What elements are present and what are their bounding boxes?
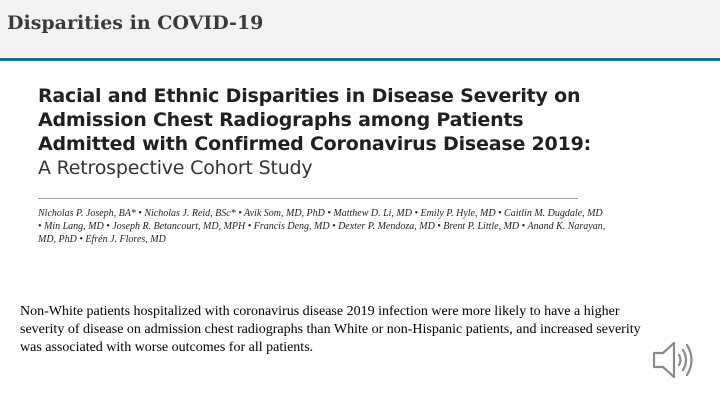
slide-header <box>0 0 720 58</box>
title-divider <box>38 198 578 199</box>
paper-title-main: Racial and Ethnic Disparities in Disease Severity on Admission Chest Radiographs among Patients Admitted with Confirmed Coronavirus Disease 2019: <box>38 85 592 155</box>
author-list: Nicholas P. Joseph, BA* • Nicholas J. Reid, BSc* • Avik Som, MD, PhD • Matthew D. Li, MD • Emily P. Hyle, MD • Caitlin M. Dugdale, MD • Min Lang, MD • Joseph R. Betancourt, MD, MPH • Francis Deng, MD • Dexter P. Mendoza, MD • Brent P. Little, MD • Anand K. Narayan, MD, PhD • Efrén J. Flores, MD <box>38 208 606 245</box>
slide-title: Disparities in COVID-19 <box>7 12 264 34</box>
speaker-icon-graphic <box>648 336 696 384</box>
speaker-icon[interactable] <box>648 336 696 384</box>
header-divider <box>0 58 720 61</box>
summary-text: Non-White patients hospitalized with coronavirus disease 2019 infection were more likely to have a higher severity of disease on admission chest radiographs than White or non-Hispanic patients, and increased severity was associated with worse outcomes for all patients. <box>20 304 641 355</box>
paper-title <box>38 84 598 180</box>
paper-title-subtitle: A Retrospective Cohort Study <box>38 157 313 179</box>
